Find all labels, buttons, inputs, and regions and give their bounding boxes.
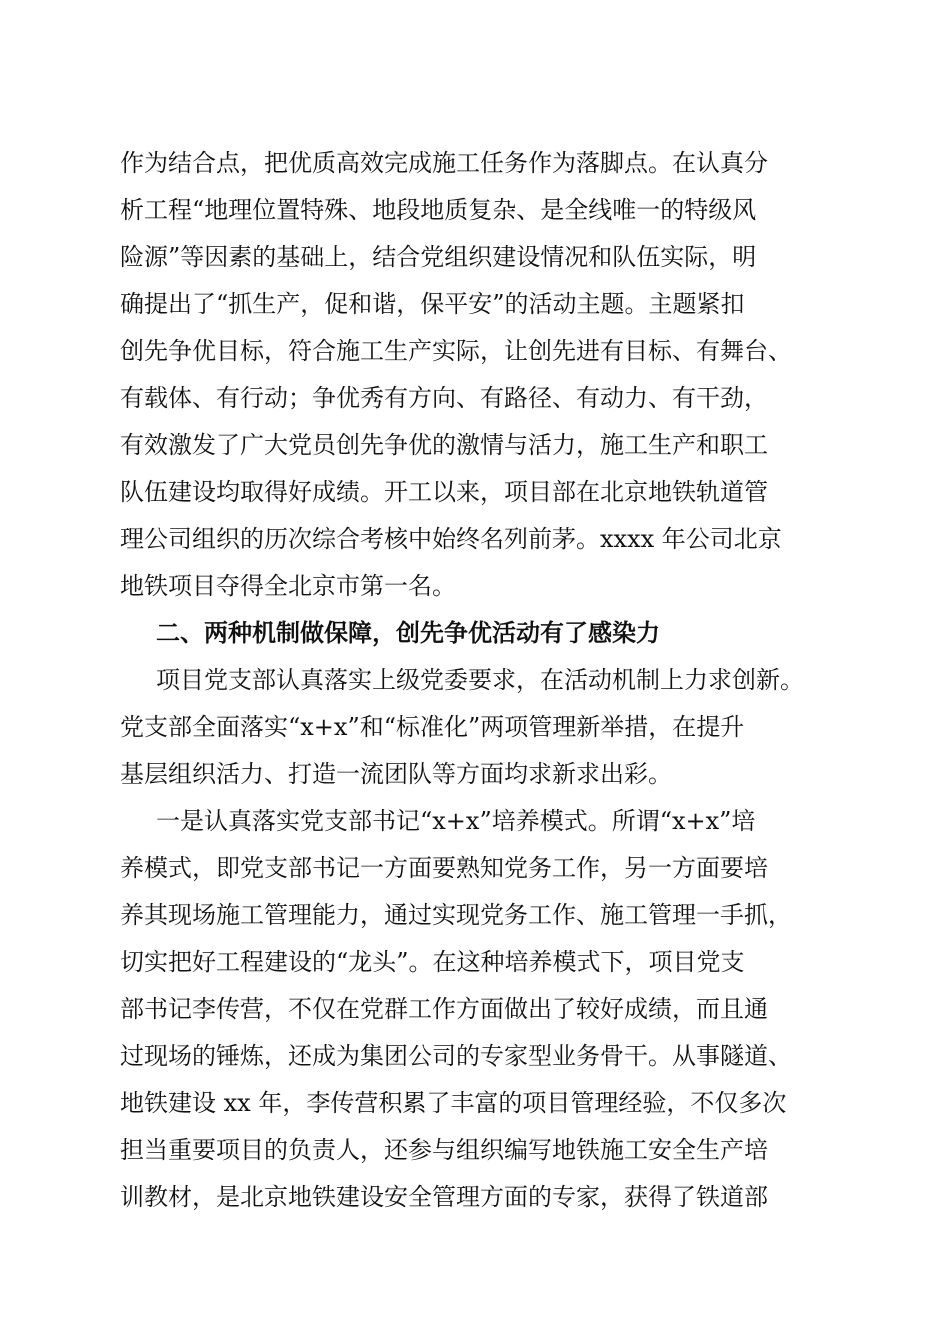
text-line: 地铁建设 xx 年，李传营积累了丰富的项目管理经验，不仅多次: [120, 1089, 787, 1117]
text-line: 析工程“地理位置特殊、地段地质复杂、是全线唯一的特级风: [120, 196, 757, 224]
text-line: 理公司组织的历次综合考核中始终名列前茅。xxxx 年公司北京: [120, 525, 782, 553]
text-line: 队伍建设均取得好成绩。开工以来，项目部在北京地铁轨道管: [120, 478, 768, 506]
text-line: 地铁项目夺得全北京市第一名。: [120, 572, 456, 600]
text-line: 训教材，是北京地铁建设安全管理方面的专家，获得了铁道部: [120, 1183, 768, 1211]
text-line: 有载体、有行动；争优秀有方向、有路径、有动力、有干劲，: [120, 384, 768, 412]
text-line: 创先争优目标，符合施工生产实际，让创先进有目标、有舞台、: [120, 337, 792, 365]
text-line: 险源”等因素的基础上，结合党组织建设情况和队伍实际，明: [120, 243, 757, 271]
section-heading: 二、两种机制做保障，创先争优活动有了感染力: [156, 619, 660, 647]
text-line: 养模式，即党支部书记一方面要熟知党务工作，另一方面要培: [120, 854, 768, 882]
text-line: 作为结合点，把优质高效完成施工任务作为落脚点。在认真分: [120, 149, 768, 177]
text-line: 担当重要项目的负责人，还参与组织编写地铁施工安全生产培: [120, 1136, 768, 1164]
text-line: 党支部全面落实“x+x”和“标准化”两项管理新举措，在提升: [120, 713, 745, 741]
text-line: 有效激发了广大党员创先争优的激情与活力，施工生产和职工: [120, 431, 768, 459]
text-line: 确提出了“抓生产，促和谐，保平安”的活动主题。主题紧扣: [120, 290, 745, 318]
text-line: 养其现场施工管理能力，通过实现党务工作、施工管理一手抓，: [120, 901, 792, 929]
text-line: 切实把好工程建设的“龙头”。在这种培养模式下，项目党支: [120, 948, 745, 976]
text-line: 部书记李传营，不仅在党群工作方面做出了较好成绩，而且通: [120, 995, 768, 1023]
text-line: 过现场的锤炼，还成为集团公司的专家型业务骨干。从事隧道、: [120, 1042, 792, 1070]
body-text: [120, 140, 840, 1221]
text-line: 项目党支部认真落实上级党委要求，在活动机制上力求创新。: [156, 666, 804, 694]
text-line: 一是认真落实党支部书记“x+x”培养模式。所谓“x+x”培: [156, 807, 756, 835]
text-line: 基层组织活力、打造一流团队等方面均求新求出彩。: [120, 760, 672, 788]
